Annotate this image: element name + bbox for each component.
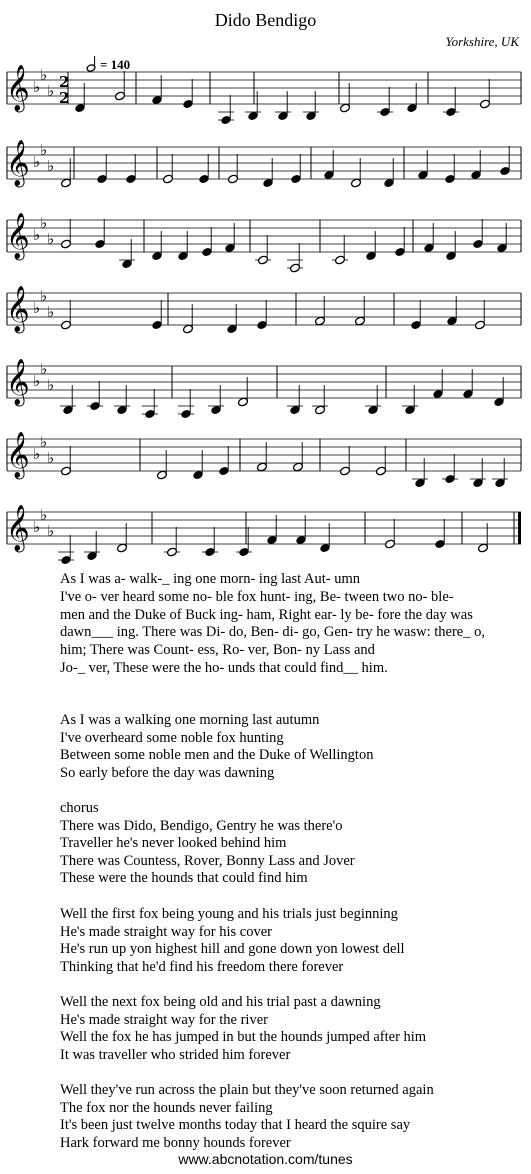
flat-sign-icon: ♭ — [33, 372, 41, 390]
verse-line: It was traveller who strided him forever — [60, 1046, 291, 1063]
lyric-underlay-line-3: men and the Duke of Buck ing- ham, Right ear- ly be- fore the day was — [60, 607, 473, 623]
verse-line: As I was a walking one morning last autumn — [60, 712, 320, 728]
lyric-underlay-line-2: I've o- ver heard some no- ble fox hunt- ing, Be- tween two no- ble- — [60, 589, 454, 605]
flat-sign-icon: ♭ — [33, 153, 41, 171]
staff-2 — [6, 140, 521, 188]
flat-sign-icon: ♭ — [33, 445, 41, 463]
flat-sign-icon: ♭ — [33, 226, 41, 244]
verse-line: Well the next fox being old and his trial past a dawning — [60, 994, 381, 1010]
flat-sign-icon: ♭ — [47, 303, 55, 321]
time-signature-numerator: 2 — [59, 73, 70, 91]
lyric-underlay-line-1: As I was a- walk-_ ing one morn- ing last Aut- umn — [60, 571, 361, 587]
flat-sign-icon: ♭ — [47, 449, 55, 467]
flat-sign-icon: ♭ — [40, 214, 48, 232]
verse-line: There was Countess, Rover, Bonny Lass and Jover — [60, 852, 355, 869]
verse-line: Between some noble men and the Duke of Wellington — [60, 747, 374, 764]
verse-2 — [60, 906, 405, 976]
flat-sign-icon: ♭ — [47, 157, 55, 175]
verse-line: The fox nor the hounds never failing — [60, 1099, 273, 1116]
treble-clef-icon: 𝄞 — [6, 432, 30, 478]
verse-line: Well the first fox being young and his trials just beginning — [60, 906, 398, 922]
treble-clef-icon: 𝄞 — [6, 286, 30, 332]
flat-sign-icon: ♭ — [40, 66, 48, 84]
footer-url: www.abcnotation.com/tunes — [178, 1151, 353, 1167]
staff-7 — [6, 505, 521, 565]
lyric-underlay-line-5: him; There was Count- ess, Ro- ver, Bon- ny Lass and — [60, 642, 375, 658]
lyric-underlay-line-4: dawn___ ing. There was Di- do, Ben- di- go, Gen- try he wasw: there_ o, — [60, 624, 485, 640]
flat-sign-icon: ♭ — [40, 433, 48, 451]
chorus-label: chorus — [60, 800, 99, 816]
staff-1 — [6, 65, 521, 125]
flat-sign-icon: ♭ — [47, 230, 55, 248]
verse-line: Traveller he's never looked behind him — [60, 835, 287, 852]
verse-line: It's been just twelve months today that I heard the squire say — [60, 1117, 411, 1134]
verse-line: I've overheard some noble fox hunting — [60, 729, 284, 746]
flat-sign-icon: ♭ — [47, 376, 55, 394]
flat-sign-icon: ♭ — [47, 82, 55, 100]
staff-5 — [6, 359, 521, 419]
flat-sign-icon: ♭ — [33, 518, 41, 536]
treble-clef-icon: 𝄞 — [6, 213, 30, 259]
tempo-value: = 140 — [100, 57, 131, 72]
verse-line: There was Dido, Bendigo, Gentry he was there'o — [60, 817, 343, 834]
staff-4 — [6, 286, 521, 334]
flat-sign-icon: ♭ — [33, 299, 41, 317]
staff-3 — [6, 213, 521, 273]
verse-chorus — [60, 800, 355, 888]
verse-4 — [60, 1082, 434, 1152]
lyric-underlay-line-6: Jo-_ ver, These were the ho- unds that could find__ him. — [60, 660, 388, 676]
verse-line: He's made straight way for his cover — [60, 923, 272, 940]
verse-line: Thinking that he'd find his freedom there forever — [60, 958, 344, 975]
flat-sign-icon: ♭ — [40, 506, 48, 524]
flat-sign-icon: ♭ — [33, 78, 41, 96]
verse-line: Hark forward me bonny hounds forever — [60, 1134, 291, 1151]
tune-title: Dido Bendigo — [214, 10, 317, 30]
verse-line: Well the fox he has jumped in but the hounds jumped after him — [60, 1029, 427, 1046]
staff-6 — [6, 432, 521, 488]
verse-line: He's made straight way for the river — [60, 1011, 268, 1028]
time-signature-denominator: 2 — [59, 89, 70, 107]
verse-3 — [60, 994, 426, 1064]
tune-origin: Yorkshire, UK — [445, 34, 519, 49]
verse-line: These were the hounds that could find him — [60, 870, 308, 887]
flat-sign-icon: ♭ — [40, 287, 48, 305]
verse-line: He's run up yon highest hill and gone down yon lowest dell — [60, 941, 405, 958]
treble-clef-icon: 𝄞 — [6, 140, 30, 186]
treble-clef-icon: 𝄞 — [6, 505, 30, 551]
treble-clef-icon: 𝄞 — [6, 65, 30, 111]
flat-sign-icon: ♭ — [40, 141, 48, 159]
verse-line: Well they've run across the plain but they've soon returned again — [60, 1082, 434, 1098]
verse-line: So early before the day was dawning — [60, 764, 275, 781]
flat-sign-icon: ♭ — [40, 360, 48, 378]
flat-sign-icon: ♭ — [47, 522, 55, 540]
verse-1 — [60, 712, 373, 782]
music-score — [0, 0, 531, 580]
treble-clef-icon: 𝄞 — [6, 359, 30, 405]
